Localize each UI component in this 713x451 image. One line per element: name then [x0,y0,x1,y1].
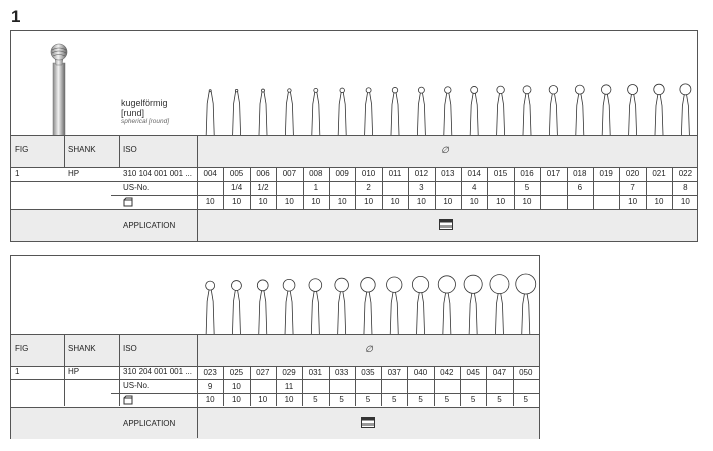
size-cell: 018 [573,169,587,178]
figure-number: 1 [11,7,21,26]
us-no-label: US-No. [123,183,150,192]
bur-drawing [233,89,241,135]
us-no-cell: 8 [683,183,688,192]
iso-value-2: 310 204 001 001 ... [123,367,192,376]
bur-drawing [206,90,214,135]
size-cell: 019 [599,169,613,178]
pack-cell: 10 [654,197,664,206]
pack-cell: 5 [392,395,397,404]
size-cell: 031 [308,368,323,377]
pack-cell: 10 [364,197,374,206]
size-cell: 047 [492,368,507,377]
bur-drawing [285,89,293,135]
diameter-symbol: ∅ [441,145,449,155]
size-cell: 027 [256,368,270,377]
pack-cell: 10 [205,197,215,206]
size-cell: 037 [387,368,401,377]
pack-cell: 10 [311,197,321,206]
pack-cell: 10 [628,197,638,206]
us-no-cell: 9 [207,381,213,391]
us-no-cell: 2 [366,183,371,192]
desc-german-sub: [rund] [121,108,145,118]
pack-icon-2 [123,395,133,405]
header-fig: FIG [15,145,29,154]
pack-cell: 10 [258,395,268,404]
bur-drawing [391,87,399,135]
pack-cell: 10 [258,197,268,206]
size-cell: 013 [441,169,455,178]
us-no-cell: 7 [630,183,635,192]
size-cell: 007 [282,169,297,178]
us-no-cell: 10 [231,381,241,391]
pack-cell: 10 [469,197,479,206]
bur-drawing [470,86,478,135]
bur-drawing [259,89,267,135]
bur-drawing [628,85,638,136]
size-cell: 009 [335,169,349,178]
pack-cell: 10 [284,395,294,404]
bur-drawing [335,278,349,334]
pack-cell: 5 [365,395,371,404]
size-cell: 008 [309,169,323,178]
size-cell: 035 [361,368,375,377]
pack-cell: 10 [496,197,506,206]
bur-drawing [654,84,665,135]
shank-value: HP [68,169,80,178]
pack-cell: 5 [523,395,528,404]
size-cell: 022 [678,169,693,178]
pack-cell: 10 [232,197,242,206]
us-no-cell: 3 [419,183,424,192]
size-cell: 025 [229,368,244,377]
us-no-cell: 11 [284,381,294,391]
bur-drawing [549,85,558,135]
bur-drawing [206,281,215,334]
pack-cell: 10 [390,197,400,206]
pack-cell: 10 [443,197,453,206]
size-cell: 020 [625,169,640,178]
header-iso-2: ISO [123,344,137,353]
pack-cell: 10 [231,395,241,404]
us-no-cell: 4 [471,183,477,192]
bur-product-photo-icon [41,43,77,137]
fig-value: 1 [15,169,20,178]
bur-drawing [312,88,320,135]
size-cell: 004 [203,169,217,178]
bur-drawing [680,84,691,135]
size-cell: 012 [414,169,429,178]
bur-size-drawings-2 [197,256,537,334]
us-no-cell: 5 [524,183,530,192]
pack-cell: 10 [680,197,690,206]
bur-drawing [309,279,322,334]
header-shank-2: SHANK [68,344,96,353]
bur-size-drawings [197,31,697,135]
desc-german: kugelförmig [121,98,168,108]
bur-drawing [497,86,505,135]
size-cell: 017 [546,169,561,178]
size-cell: 006 [256,169,270,178]
header-iso: ISO [123,145,137,154]
application-icon [439,219,453,230]
bur-drawing [361,278,376,334]
bur-drawing [283,279,295,334]
bur-drawing [412,276,428,334]
shank-value-2: HP [68,367,80,376]
size-cell: 010 [361,169,376,178]
header-fig-2: FIG [15,344,29,353]
pack-cell: 5 [313,395,318,404]
product-table-2 [10,255,540,439]
bur-drawing [231,281,241,334]
pack-cell: 5 [339,395,344,404]
size-cell: 011 [388,169,402,178]
us-no-cell: 1/2 [257,183,269,192]
size-cell: 050 [519,368,533,377]
bur-drawing [575,85,584,135]
product-description [121,98,169,125]
bur-drawing [338,88,346,135]
size-cell: 015 [493,169,508,178]
header-shank: SHANK [68,145,96,154]
size-cell: 016 [520,169,534,178]
pack-cell: 10 [284,197,294,206]
iso-value: 310 104 001 001 ... [123,169,192,178]
header-band [11,135,697,167]
application-icon-2 [361,417,375,428]
application-band-2 [11,407,539,439]
bur-drawing [523,86,531,135]
us-no-cell: 1/4 [231,183,243,192]
desc-english: spherical [round] [121,118,170,125]
bur-drawing [257,280,268,334]
bur-drawing [464,275,482,334]
size-cell: 042 [440,368,454,377]
pack-cell: 5 [470,395,476,404]
application-label: APPLICATION [123,221,176,230]
bur-drawing [417,87,425,135]
bur-drawing [490,275,509,334]
pack-cell: 5 [418,395,423,404]
us-no-cell: 1 [313,183,319,192]
pack-cell: 10 [416,197,426,206]
bur-drawing [516,274,536,334]
size-cell: 021 [652,169,666,178]
pack-cell: 10 [522,197,532,206]
application-label-2: APPLICATION [123,419,176,428]
bur-drawing [601,85,611,135]
pack-cell: 5 [444,395,450,404]
product-table-1 [10,30,698,242]
size-cell: 040 [413,368,428,377]
pack-icon [123,197,133,207]
pack-cell: 10 [337,197,347,206]
us-no-cell: 6 [577,183,583,192]
diameter-symbol-2: ∅ [365,344,373,354]
bur-drawing [387,277,402,334]
size-cell: 033 [334,368,349,377]
application-band [11,209,697,241]
size-cell: 029 [282,368,296,377]
pack-cell: 5 [497,395,502,404]
pack-cell: 10 [205,395,215,404]
bur-drawing [365,88,373,135]
size-cell: 045 [466,368,480,377]
us-no-label-2: US-No. [123,381,150,390]
bur-drawing [438,276,455,334]
size-cell: 014 [467,169,481,178]
fig-value-2: 1 [15,367,20,376]
size-cell: 023 [203,368,217,377]
bur-drawing [444,87,452,135]
size-cell: 005 [229,169,244,178]
